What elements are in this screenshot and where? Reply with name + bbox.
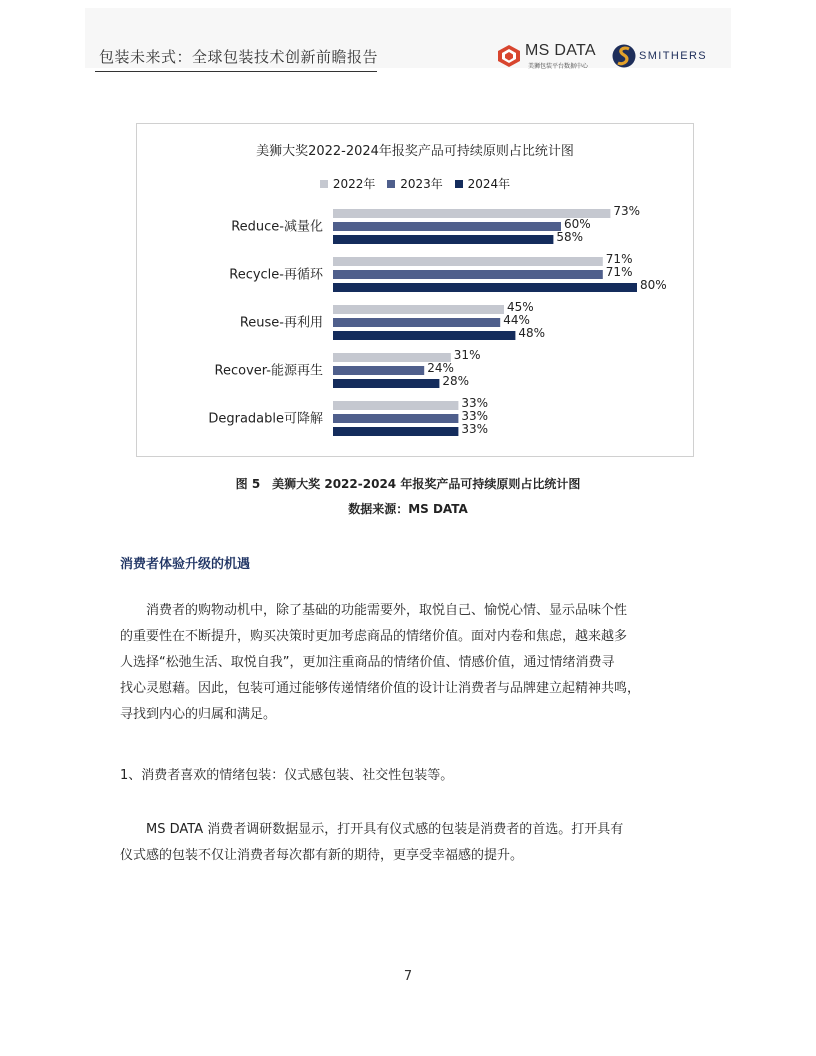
bar-value-label: 80% [640,278,667,292]
paragraph-1 [120,598,700,728]
ms-data-logo-icon [497,44,521,68]
bar-value-label: 28% [442,374,470,388]
legend-label-2023: 2023年 [400,177,443,191]
paragraph-1-line: 找心灵慰藉。因此，包装可通过能够传递情绪价值的设计让消费者与品牌建立起精神共鸣， [120,681,641,696]
bar [333,318,500,327]
paragraph-1-line: 的重要性在不断提升，购买决策时更加考虑商品的情绪价值。面对内卷和焦虑，越来越多 [120,629,628,644]
bar [333,222,561,231]
bar-value-label: 44% [503,313,530,327]
bar-value-label: 58% [556,230,584,244]
header-rule [95,71,377,72]
figure-caption: 图 5 美狮大奖 2022-2024 年报奖产品可持续原则占比统计图 [235,477,581,491]
bar [333,270,603,279]
smithers-logo-icon [612,43,636,69]
bar [333,379,439,388]
paragraph-1-line: 人选择“松弛生活、取悦自我”，更加注重商品的情绪价值、情感价值，通过情绪消费寻 [120,655,615,670]
category-label: Recover-能源再生 [214,363,323,379]
bar-value-label: 73% [613,204,641,218]
bar-value-label: 45% [507,300,534,314]
category-label: Recycle-再循环 [229,267,323,283]
bar [333,401,458,410]
category-label: Reduce-减量化 [231,219,323,235]
bar [333,257,603,266]
category-label: Reuse-再利用 [239,315,323,331]
bar [333,414,458,423]
bar-value-label: 71% [605,265,633,279]
bar [333,283,637,292]
paragraph-2 [120,817,700,869]
ms-data-logo-text: MS DATA [525,42,596,59]
bar-value-label: 24% [427,361,454,375]
smithers-logo [612,42,727,70]
bar [333,366,424,375]
bar [333,235,553,244]
bar [333,427,458,436]
bar-chart [137,124,693,456]
bar-value-label: 60% [564,217,591,231]
page-number: 7 [403,969,413,984]
subheading [120,763,700,789]
chart-title: 美狮大奖2022-2024年报奖产品可持续原则占比统计图 [256,144,574,159]
bar-value-label: 71% [605,252,633,266]
legend-label-2022: 2022年 [332,177,376,191]
bar-value-label: 33% [461,422,489,436]
paragraph-2-line: 仪式感的包装不仅让消费者每次都有新的期待，更享受幸福感的提升。 [120,848,524,863]
legend-label-2024: 2024年 [467,177,511,191]
ms-data-logo [497,42,607,70]
header-title: 包装未来式：全球包装技术创新前瞻报告 [99,48,379,66]
figure-source: 数据来源：MS DATA [348,502,468,516]
paragraph-2-line: MS DATA 消费者调研数据显示，打开具有仪式感的包装是消费者的首选。打开具有 [120,822,624,837]
bar-value-label: 31% [453,348,481,362]
bar-value-label: 48% [518,326,546,340]
bar-value-label: 33% [461,396,489,410]
smithers-logo-text: SMITHERS [639,50,708,62]
section-heading: 消费者体验升级的机遇 [120,557,251,572]
ms-data-logo-subtext: 美狮包装平台数据中心 [528,63,589,70]
bar [333,331,515,340]
bar-value-label: 33% [461,409,489,423]
subheading-text: 1、消费者喜欢的情绪包装：仪式感包装、社交性包装等。 [120,768,454,783]
chart-container [136,123,694,457]
category-label: Degradable可降解 [208,411,323,427]
paragraph-1-line: 寻找到内心的归属和满足。 [120,707,277,722]
paragraph-1-line: 消费者的购物动机中，除了基础的功能需要外，取悦自己、愉悦心情、显示品味个性 [120,603,628,618]
bar [333,305,504,314]
